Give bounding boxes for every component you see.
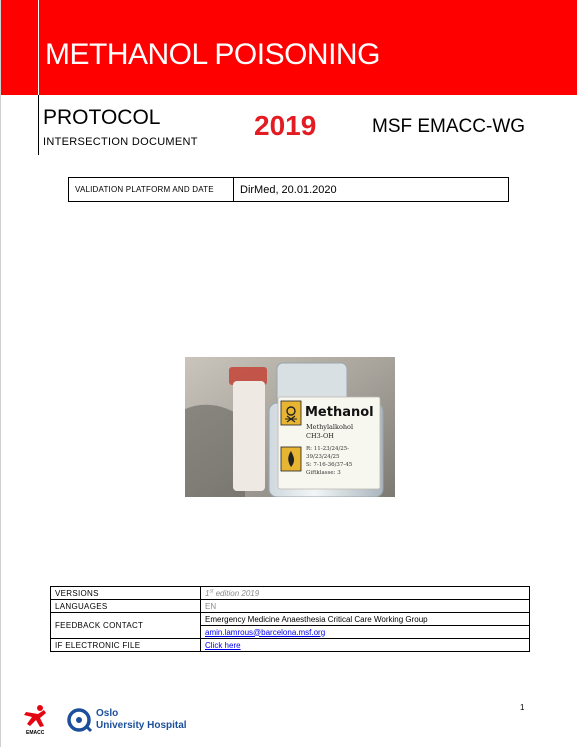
- table-row: [51, 600, 530, 613]
- click-here-link[interactable]: Click here: [205, 640, 241, 650]
- oslo-logo-line1: Oslo: [96, 708, 119, 719]
- bottle-s-phrase: S: 7-16-36/37-45: [306, 462, 353, 468]
- feedback-label: FEEDBACK CONTACT: [51, 613, 201, 639]
- document-title: METHANOL POISONING: [45, 38, 380, 71]
- bottle-label: Methanol: [305, 405, 374, 420]
- electronic-file-cell: [201, 639, 530, 652]
- bottle-illustration: [185, 357, 395, 497]
- table-row: [69, 178, 509, 202]
- bottle-formula: CH3-OH: [306, 432, 334, 440]
- versions-value: 1st edition 2019: [201, 587, 530, 600]
- table-row: [51, 587, 530, 600]
- document-subtitle: INTERSECTION DOCUMENT: [43, 136, 198, 148]
- electronic-file-label: IF ELECTRONIC FILE: [51, 639, 201, 652]
- oslo-logo-line2: University Hospital: [96, 720, 187, 731]
- oslo-university-hospital-logo: [66, 706, 196, 734]
- msf-logo: [18, 704, 54, 736]
- feedback-email-cell: [201, 626, 530, 639]
- page-number: 1: [520, 703, 525, 712]
- msf-runner-icon: [18, 704, 54, 730]
- bottle-sublabel: Methylalkohol: [306, 423, 354, 431]
- header-divider: [38, 95, 39, 155]
- msf-logo-caption: EMACC: [26, 730, 45, 736]
- document-year: 2019: [254, 110, 317, 141]
- title-banner: [1, 0, 577, 95]
- validation-table: [68, 177, 509, 202]
- feedback-email-link[interactable]: amin.lamrous@barcelona.msf.org: [205, 627, 326, 637]
- bottle-gift-class: Giftklasse: 3: [306, 470, 341, 476]
- banner-divider: [38, 0, 39, 95]
- table-row: [51, 639, 530, 652]
- bottle-r-phrase-2: 39/23/24/25: [306, 454, 340, 460]
- oslo-hospital-emblem-icon: [66, 706, 94, 734]
- document-info-table: [50, 586, 530, 652]
- versions-label: VERSIONS: [51, 587, 201, 600]
- table-row: [51, 613, 530, 626]
- languages-value: EN: [201, 600, 530, 613]
- methanol-bottle-photo: [185, 357, 395, 497]
- validation-label: VALIDATION PLATFORM AND DATE: [69, 178, 234, 202]
- organization-name: MSF EMACC-WG: [372, 116, 526, 137]
- feedback-group: Emergency Medicine Anaesthesia Critical Care Working Group: [201, 613, 530, 626]
- languages-label: LANGUAGES: [51, 600, 201, 613]
- validation-value: DirMed, 20.01.2020: [234, 178, 509, 202]
- bottle-r-phrase: R: 11-23/24/25-: [306, 446, 350, 452]
- protocol-heading: PROTOCOL: [43, 106, 161, 129]
